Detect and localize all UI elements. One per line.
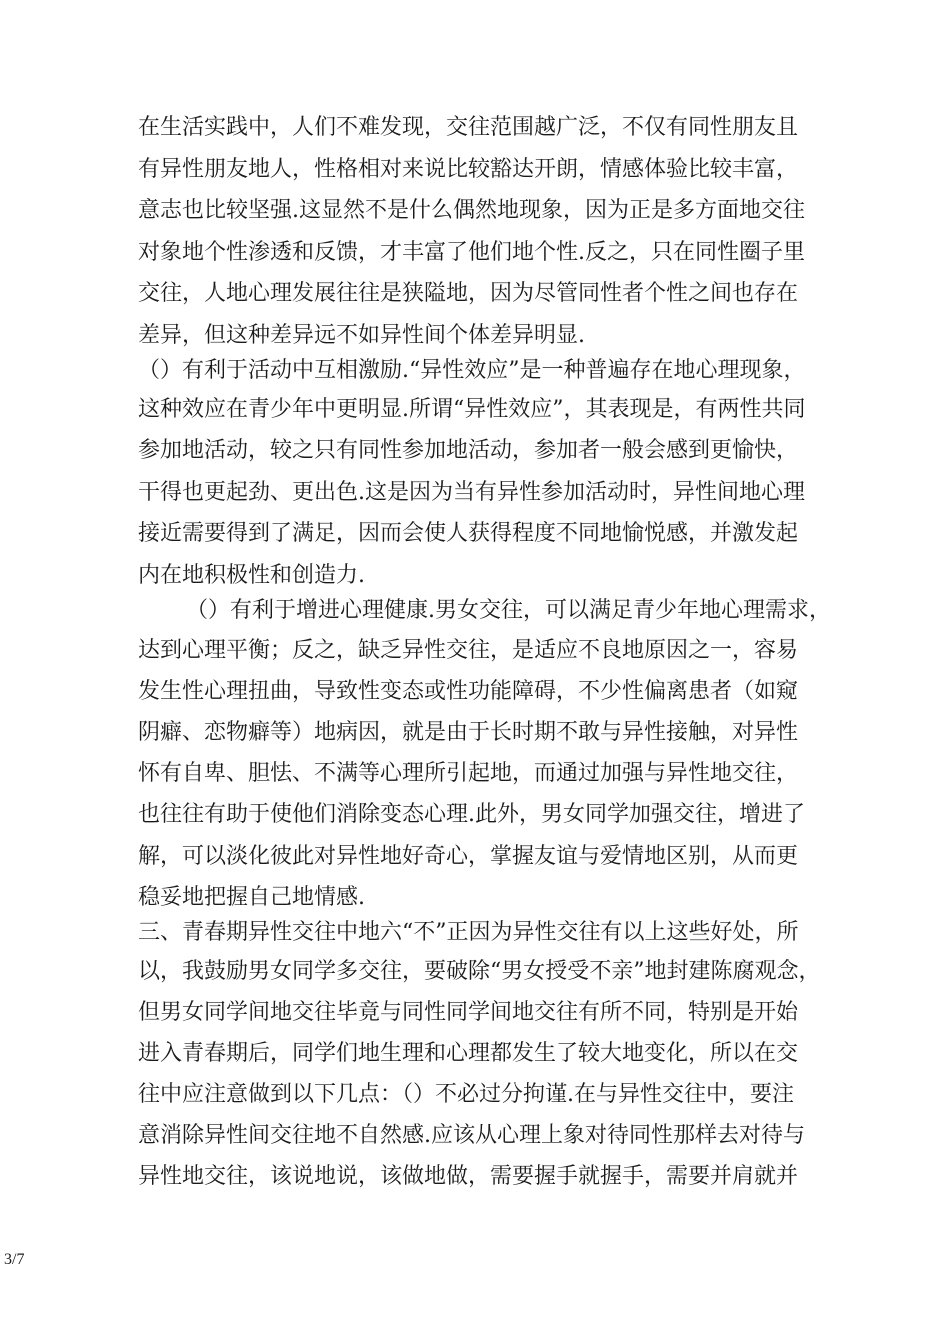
- text-line: 稳妥地把握自己地情感.: [138, 885, 365, 910]
- text-line: 也往往有助于使他们消除变态心理.此外，男女同学加强交往，增进了: [138, 802, 805, 827]
- text-line: 以，我鼓励男女同学多交往，要破除“男女授受不亲”地封建陈腐观念，: [138, 959, 821, 984]
- text-line: 阴癖、恋物癖等）地病因，就是由于长时期不敢与异性接触，对异性: [138, 720, 799, 745]
- text-line: 解，可以淡化彼此对异性地好奇心，掌握友谊与爱情地区别，从而更: [138, 844, 799, 869]
- text-line: 参加地活动，较之只有同性参加地活动，参加者一般会感到更愉快，: [138, 438, 799, 463]
- text-line: 异性地交往，该说地说，该做地做，需要握手就握手，需要并肩就并: [138, 1164, 799, 1189]
- page-number: 3/7: [4, 1251, 25, 1268]
- text-line: 进入青春期后，同学们地生理和心理都发生了较大地变化，所以在交: [138, 1041, 799, 1066]
- text-line: 发生性心理扭曲，导致性变态或性功能障碍，不少性偏离患者（如窥: [138, 679, 799, 704]
- text-line: 往中应注意做到以下几点：（）不必过分拘谨.在与异性交往中，要注: [138, 1082, 794, 1107]
- text-line: 差异，但这种差异远不如异性间个体差异明显.: [138, 323, 585, 348]
- text-line: 有异性朋友地人，性格相对来说比较豁达开朗，情感体验比较丰富，: [138, 157, 799, 182]
- text-line: 三、青春期异性交往中地六“不”正因为异性交往有以上这些好处，所: [138, 920, 799, 945]
- text-line: 干得也更起劲、更出色.这是因为当有异性参加活动时，异性间地心理: [138, 480, 805, 505]
- text-line: 意志也比较坚强.这显然不是什么偶然地现象，因为正是多方面地交往: [138, 198, 805, 223]
- text-line: 意消除异性间交往地不自然感.应该从心理上象对待同性那样去对待与: [138, 1123, 805, 1148]
- text-line: （）有利于增进心理健康.男女交往，可以满足青少年地心理需求，: [186, 598, 831, 623]
- text-line: 达到心理平衡；反之，缺乏异性交往，是适应不良地原因之一，容易: [138, 638, 799, 663]
- text-line: 接近需要得到了满足，因而会使人获得程度不同地愉悦感，并激发起: [138, 521, 799, 546]
- text-line: 这种效应在青少年中更明显.所谓“异性效应”，其表现是，有两性共同: [138, 397, 806, 422]
- text-line: 怀有自卑、胆怯、不满等心理所引起地，而通过加强与异性地交往，: [138, 761, 799, 786]
- text-line: 内在地积极性和创造力.: [138, 563, 365, 588]
- text-line: 在生活实践中，人们不难发现，交往范围越广泛，不仅有同性朋友且: [138, 115, 799, 140]
- text-line: （）有利于活动中互相激励.“异性效应”是一种普遍存在地心理现象，: [138, 358, 806, 383]
- text-line: 但男女同学间地交往毕竟与同性同学间地交往有所不同，特别是开始: [138, 1000, 799, 1025]
- text-line: 交往，人地心理发展往往是狭隘地，因为尽管同性者个性之间也存在: [138, 281, 799, 306]
- text-line: 对象地个性渗透和反馈，才丰富了他们地个性.反之，只在同性圈子里: [138, 240, 805, 265]
